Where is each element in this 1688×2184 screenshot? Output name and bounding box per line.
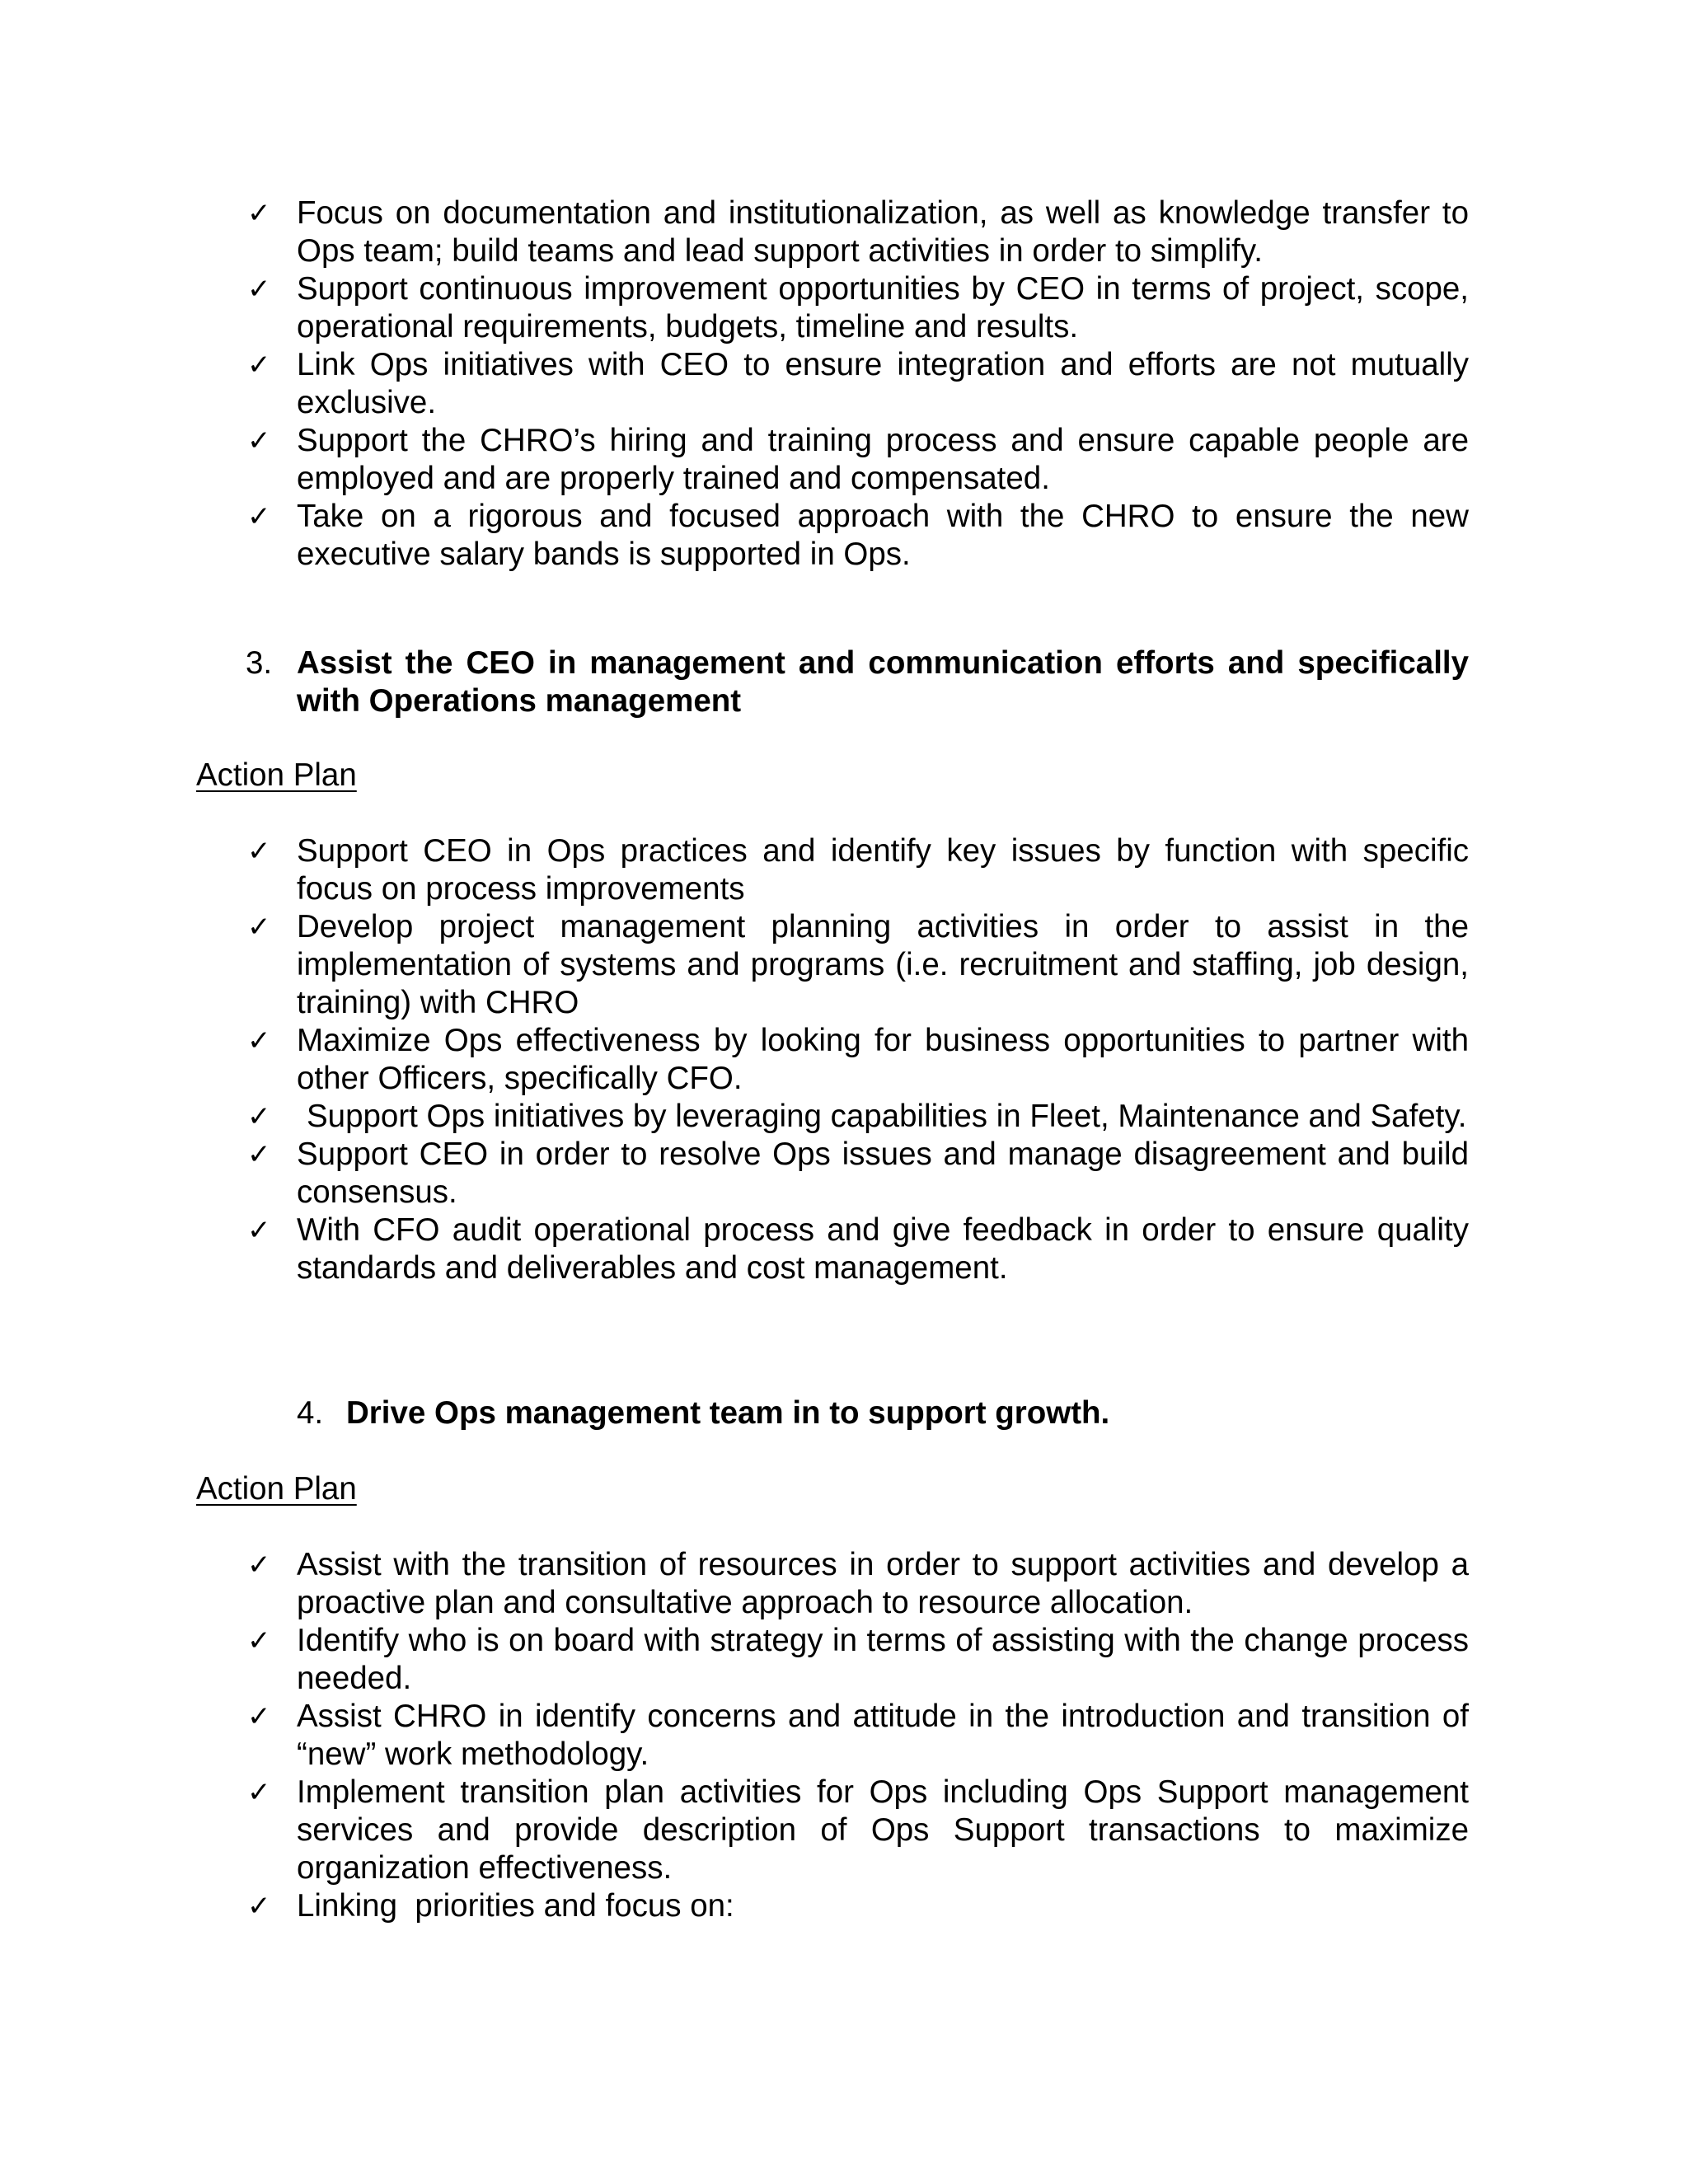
check-mark-icon: ✓ — [247, 1700, 271, 1733]
bullet-list-section-3 — [0, 832, 1688, 1287]
list-item-text: With CFO audit operational process and give feedback in order to ensure quality standards and deliverables and cost management. — [297, 1212, 1469, 1286]
bullet-list-section-4 — [0, 1546, 1688, 1925]
list-item — [0, 908, 1688, 1022]
list-item — [0, 498, 1688, 574]
check-mark-icon: ✓ — [247, 273, 271, 306]
check-mark-icon: ✓ — [247, 911, 271, 944]
list-item-text: Develop project management planning activities in order to assist in the implementation of systems and programs (i.e. recruitment and staffing, job design, training) with CHRO — [297, 909, 1469, 1020]
section-3-number: 3. — [246, 645, 273, 681]
list-item — [0, 1098, 1688, 1136]
list-item-text: Assist with the transition of resources in order to support activities and develop a proactive plan and consultative approach to resource allocation. — [297, 1547, 1469, 1620]
check-mark-icon: ✓ — [247, 1776, 271, 1809]
list-item-text: Take on a rigorous and focused approach with the CHRO to ensure the new executive salary bands is supported in Ops. — [297, 499, 1469, 572]
list-item-text: Maximize Ops effectiveness by looking for business opportunities to partner with other Officers, specifically CFO. — [297, 1023, 1469, 1096]
list-item — [0, 1622, 1688, 1698]
list-item — [0, 1136, 1688, 1212]
check-mark-icon: ✓ — [247, 1214, 271, 1247]
check-mark-icon: ✓ — [247, 1100, 271, 1133]
check-mark-icon: ✓ — [247, 1138, 271, 1171]
list-item — [0, 194, 1688, 270]
list-item-text: Support the CHRO’s hiring and training process and ensure capable people are employed and are properly trained and compensated. — [297, 423, 1469, 496]
check-mark-icon: ✓ — [247, 1024, 271, 1057]
section-3-heading — [246, 644, 1469, 720]
list-item-text: Support Ops initiatives by leveraging capabilities in Fleet, Maintenance and Safety. — [307, 1099, 1467, 1134]
list-item — [0, 270, 1688, 346]
check-mark-icon: ✓ — [247, 500, 271, 533]
list-item — [0, 1887, 1688, 1925]
check-mark-icon: ✓ — [247, 1624, 271, 1657]
list-item-text: Focus on documentation and institutionalization, as well as knowledge transfer to Ops team; build teams and lead support activities in order to simplify. — [297, 195, 1469, 269]
action-plan-label: Action Plan — [196, 1471, 357, 1507]
list-item — [0, 1546, 1688, 1622]
list-item — [0, 1698, 1688, 1774]
list-item-text: Linking priorities and focus on: — [297, 1888, 734, 1924]
check-mark-icon: ✓ — [247, 349, 271, 382]
section-4-number: 4. — [297, 1395, 324, 1431]
check-mark-icon: ✓ — [247, 1549, 271, 1582]
bullet-list-intro — [0, 194, 1688, 574]
list-item — [0, 1774, 1688, 1887]
section-4-heading — [297, 1394, 1469, 1432]
check-mark-icon: ✓ — [247, 1890, 271, 1923]
list-item — [0, 422, 1688, 498]
check-mark-icon: ✓ — [247, 197, 271, 230]
list-item — [0, 346, 1688, 422]
list-item — [0, 832, 1688, 908]
list-item-text: Support CEO in order to resolve Ops issues and manage disagreement and build consensus. — [297, 1137, 1469, 1210]
check-mark-icon: ✓ — [247, 835, 271, 868]
list-item-text: Support continuous improvement opportunities by CEO in terms of project, scope, operational requirements, budgets, timeline and results. — [297, 271, 1469, 344]
list-item-text: Identify who is on board with strategy in terms of assisting with the change process needed. — [297, 1623, 1469, 1696]
action-plan-label: Action Plan — [196, 757, 357, 793]
list-item-text: Implement transition plan activities for Ops including Ops Support management services and provide description of Ops Support transactions to maximize organization effectiveness. — [297, 1774, 1469, 1886]
check-mark-icon: ✓ — [247, 424, 271, 457]
list-item-text: Link Ops initiatives with CEO to ensure integration and efforts are not mutually exclusive. — [297, 347, 1469, 420]
list-item — [0, 1022, 1688, 1098]
list-item-text: Support CEO in Ops practices and identify key issues by function with specific focus on process improvements — [297, 833, 1469, 907]
list-item — [0, 1212, 1688, 1287]
section-3-title: Assist the CEO in management and communication efforts and specifically with Operations management — [297, 645, 1469, 719]
section-4-title: Drive Ops management team in to support growth. — [346, 1395, 1110, 1431]
list-item-text: Assist CHRO in identify concerns and attitude in the introduction and transition of “new” work methodology. — [297, 1699, 1469, 1772]
